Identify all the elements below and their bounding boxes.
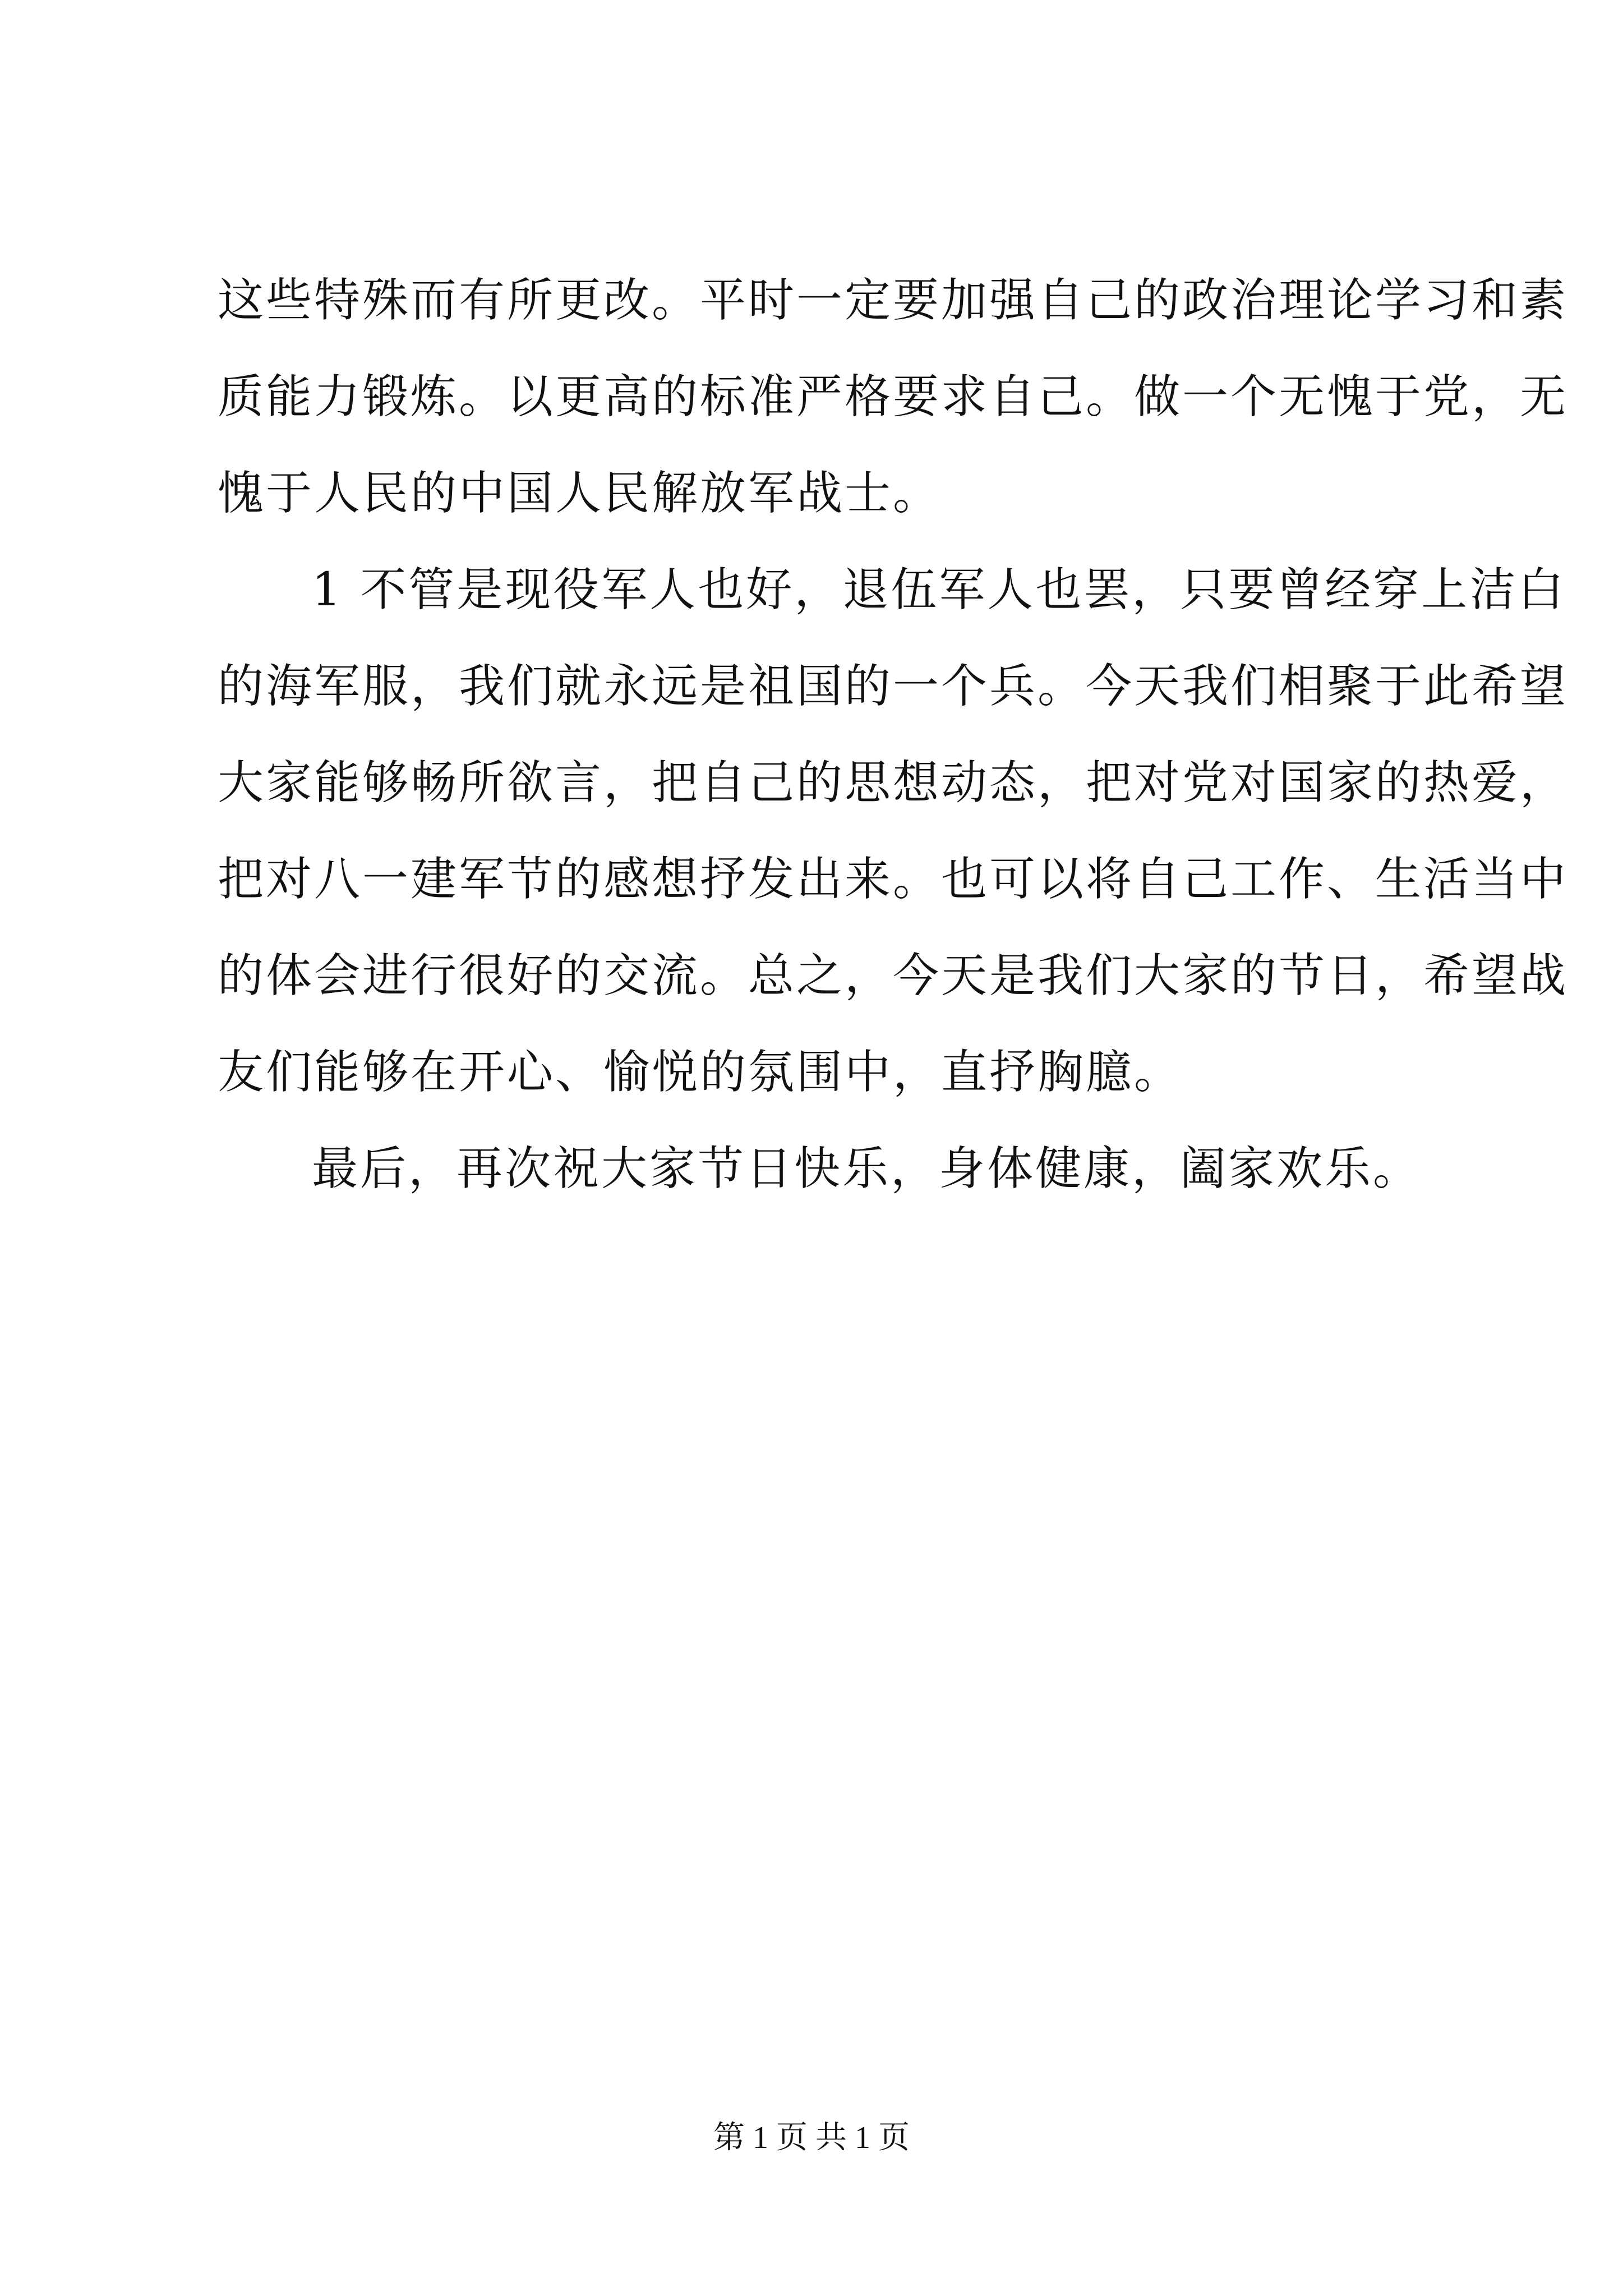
- paragraph-3-line-1: 最后，再次祝大家节日快乐，身体健康，阖家欢乐。: [312, 1142, 1422, 1195]
- paragraph-1-line-1: 这些特殊而有所更改。平时一定要加强自己的政治理论学习和素: [218, 274, 1569, 327]
- paragraph-1-line-2: 质能力锻炼。以更高的标准严格要求自己。做一个无愧于党，无: [218, 370, 1569, 424]
- body-text: [218, 252, 1569, 1217]
- page-footer: 第 1 页 共 1 页: [713, 2120, 910, 2155]
- paragraph-2-line-4: 把对八一建军节的感想抒发出来。也可以将自己工作、生活当中: [218, 853, 1569, 906]
- paragraph-1-line-3: 愧于人民的中国人民解放军战士。: [218, 467, 942, 520]
- paragraph-2-line-1: 1 不管是现役军人也好，退伍军人也罢，只要曾经穿上洁白: [312, 563, 1566, 616]
- paragraph-2-line-2: 的海军服，我们就永远是祖国的一个兵。今天我们相聚于此希望: [218, 660, 1569, 713]
- paragraph-2-line-6: 友们能够在开心、愉悦的氛围中，直抒胸臆。: [218, 1046, 1183, 1099]
- paragraph-2-line-5: 的体会进行很好的交流。总之，今天是我们大家的节日，希望战: [218, 949, 1569, 1002]
- paragraph-2-line-3: 大家能够畅所欲言，把自己的思想动态，把对党对国家的热爱，: [218, 756, 1569, 809]
